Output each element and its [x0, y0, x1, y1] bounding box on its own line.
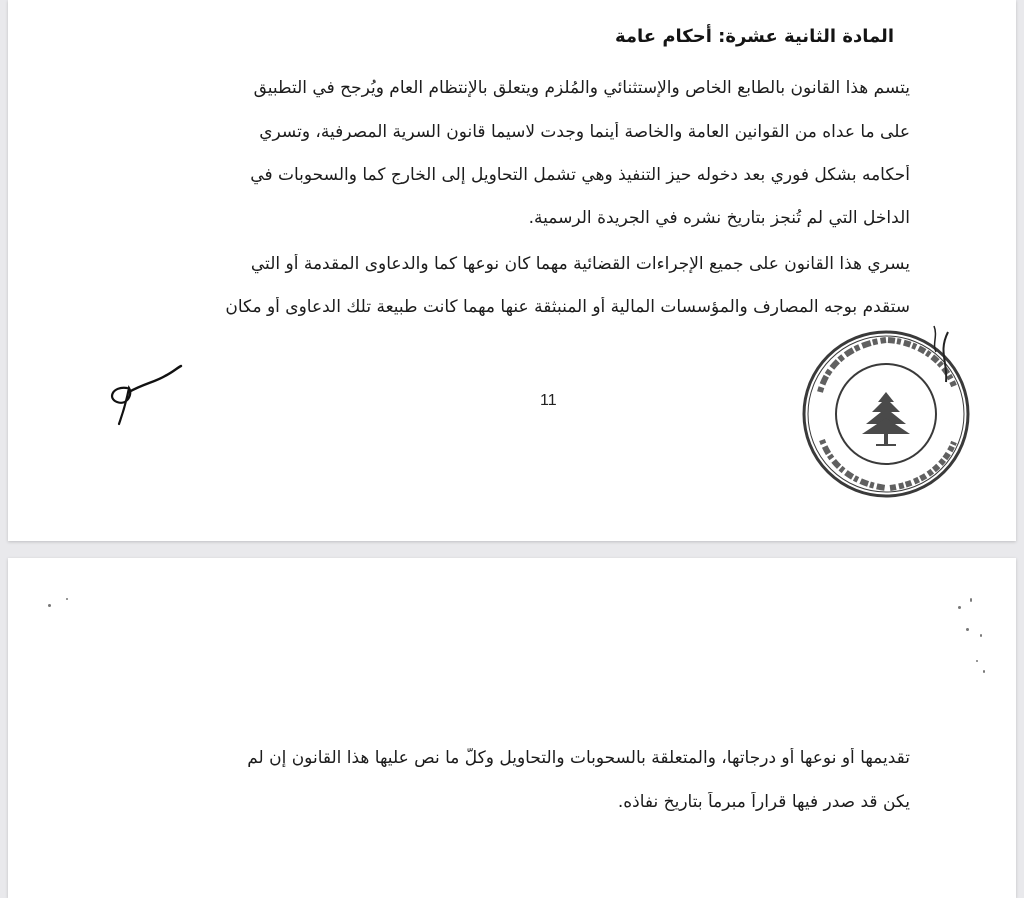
scan-speck	[966, 628, 969, 631]
document-page-1	[8, 0, 1016, 541]
paragraph-line: يكن قد صدر فيها قراراً مبرماً بتاريخ نفاذه.	[617, 792, 910, 812]
document-page-2	[8, 558, 1016, 898]
handwritten-signature	[103, 358, 193, 430]
scan-speck	[48, 604, 51, 607]
scan-speck	[66, 598, 68, 600]
paragraph-line: تقديمها أو نوعها أو درجاتها، والمتعلقة بالسحوبات والتحاويل وكلّ ما نص عليها هذا القانون إن لم	[247, 748, 910, 768]
scan-speck	[980, 634, 982, 637]
paragraph-one	[188, 72, 910, 242]
paragraph-line: أحكامه بشكل فوري بعد دخوله حيز التنفيذ وهي تشمل التحاويل إلى الخارج كما والسحوبات في	[250, 165, 910, 185]
scan-speck	[983, 670, 985, 673]
paragraph-line: على ما عداه من القوانين العامة والخاصة أينما وجدت لاسيما قانون السرية المصرفية، وتسري	[259, 122, 910, 142]
official-seal-stamp	[798, 322, 988, 502]
paragraph-continuation	[188, 744, 910, 824]
scan-speck	[958, 606, 961, 609]
paragraph-two	[188, 247, 910, 327]
paragraph-line: الداخل التي لم تُنجز بتاريخ نشره في الجريدة الرسمية.	[528, 208, 910, 228]
paragraph-line: ستقدم بوجه المصارف والمؤسسات المالية أو المنبثقة عنها مهما كانت طبيعة تلك الدعاوى أو مكان	[225, 297, 910, 317]
cedar-tree-icon	[862, 392, 910, 446]
article-heading: المادة الثانية عشرة: أحكام عامة	[614, 26, 894, 47]
paragraph-line: يسري هذا القانون على جميع الإجراءات القضائية مهما كان نوعها كما والدعاوى المقدمة أو التي	[250, 254, 910, 274]
page-number: 11	[540, 392, 557, 409]
paragraph-line: يتسم هذا القانون بالطابع الخاص والإستثنائي والمُلزم ويتعلق بالإنتظام العام ويُرجح في التطبيق	[253, 78, 910, 98]
scan-speck	[970, 598, 972, 602]
scan-speck	[976, 660, 978, 662]
